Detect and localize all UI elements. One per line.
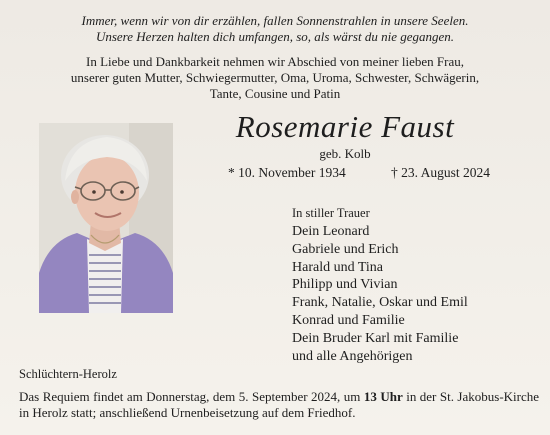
life-dates [228,165,490,181]
birth-date: * 10. November 1934 [228,165,346,180]
farewell-line-1: In Liebe und Dankbarkeit nehmen wir Abschied von meiner lieben Frau, [86,54,464,69]
quote-line-2: Unsere Herzen halten dich umfangen, so, als wärst du nie gegangen. [95,29,455,44]
service-text-part-1: Das Requiem findet am Donnerstag, dem 5. September 2024, um [19,389,364,404]
mourner-name: Philipp und Vivian [292,277,398,293]
maiden-name: geb. Kolb [319,146,371,161]
mourner-name: Harald und Tina [292,259,383,275]
farewell-text [0,54,550,102]
farewell-line-2: unserer guten Mutter, Schwiegermutter, Oma, Uroma, Schwester, Schwägerin, [70,70,480,85]
mourner-name: Konrad und Familie [292,312,405,328]
quote-line-1: Immer, wenn wir von dir erzählen, fallen Sonnenstrahlen in unsere Seelen. [81,13,469,28]
mourner-name: Dein Bruder Karl mit Familie [292,330,459,346]
portrait-photo [39,123,173,313]
memorial-quote [0,13,550,45]
mourner-name: Frank, Natalie, Oskar und Emil [292,295,468,311]
mourners-list [292,223,468,365]
mourner-name: Dein Leonard [292,224,370,239]
service-info [19,389,539,421]
service-time: 13 Uhr [363,389,403,404]
place-name: Schlüchtern-Herolz [19,367,117,381]
mourner-name: und alle Angehörigen [292,348,413,364]
death-date: † 23. August 2024 [390,165,490,180]
mourning-label: In stiller Trauer [292,206,370,220]
deceased-name: Rosemarie Faust [235,109,455,144]
service-text-part-2: in der St. Jakobus-Kirche in Herolz statt; anschließend Urnenbeisetzung auf dem Friedhof. [19,389,540,420]
farewell-line-3: Tante, Cousine und Patin [209,86,341,101]
mourner-name: Gabriele und Erich [292,241,399,257]
